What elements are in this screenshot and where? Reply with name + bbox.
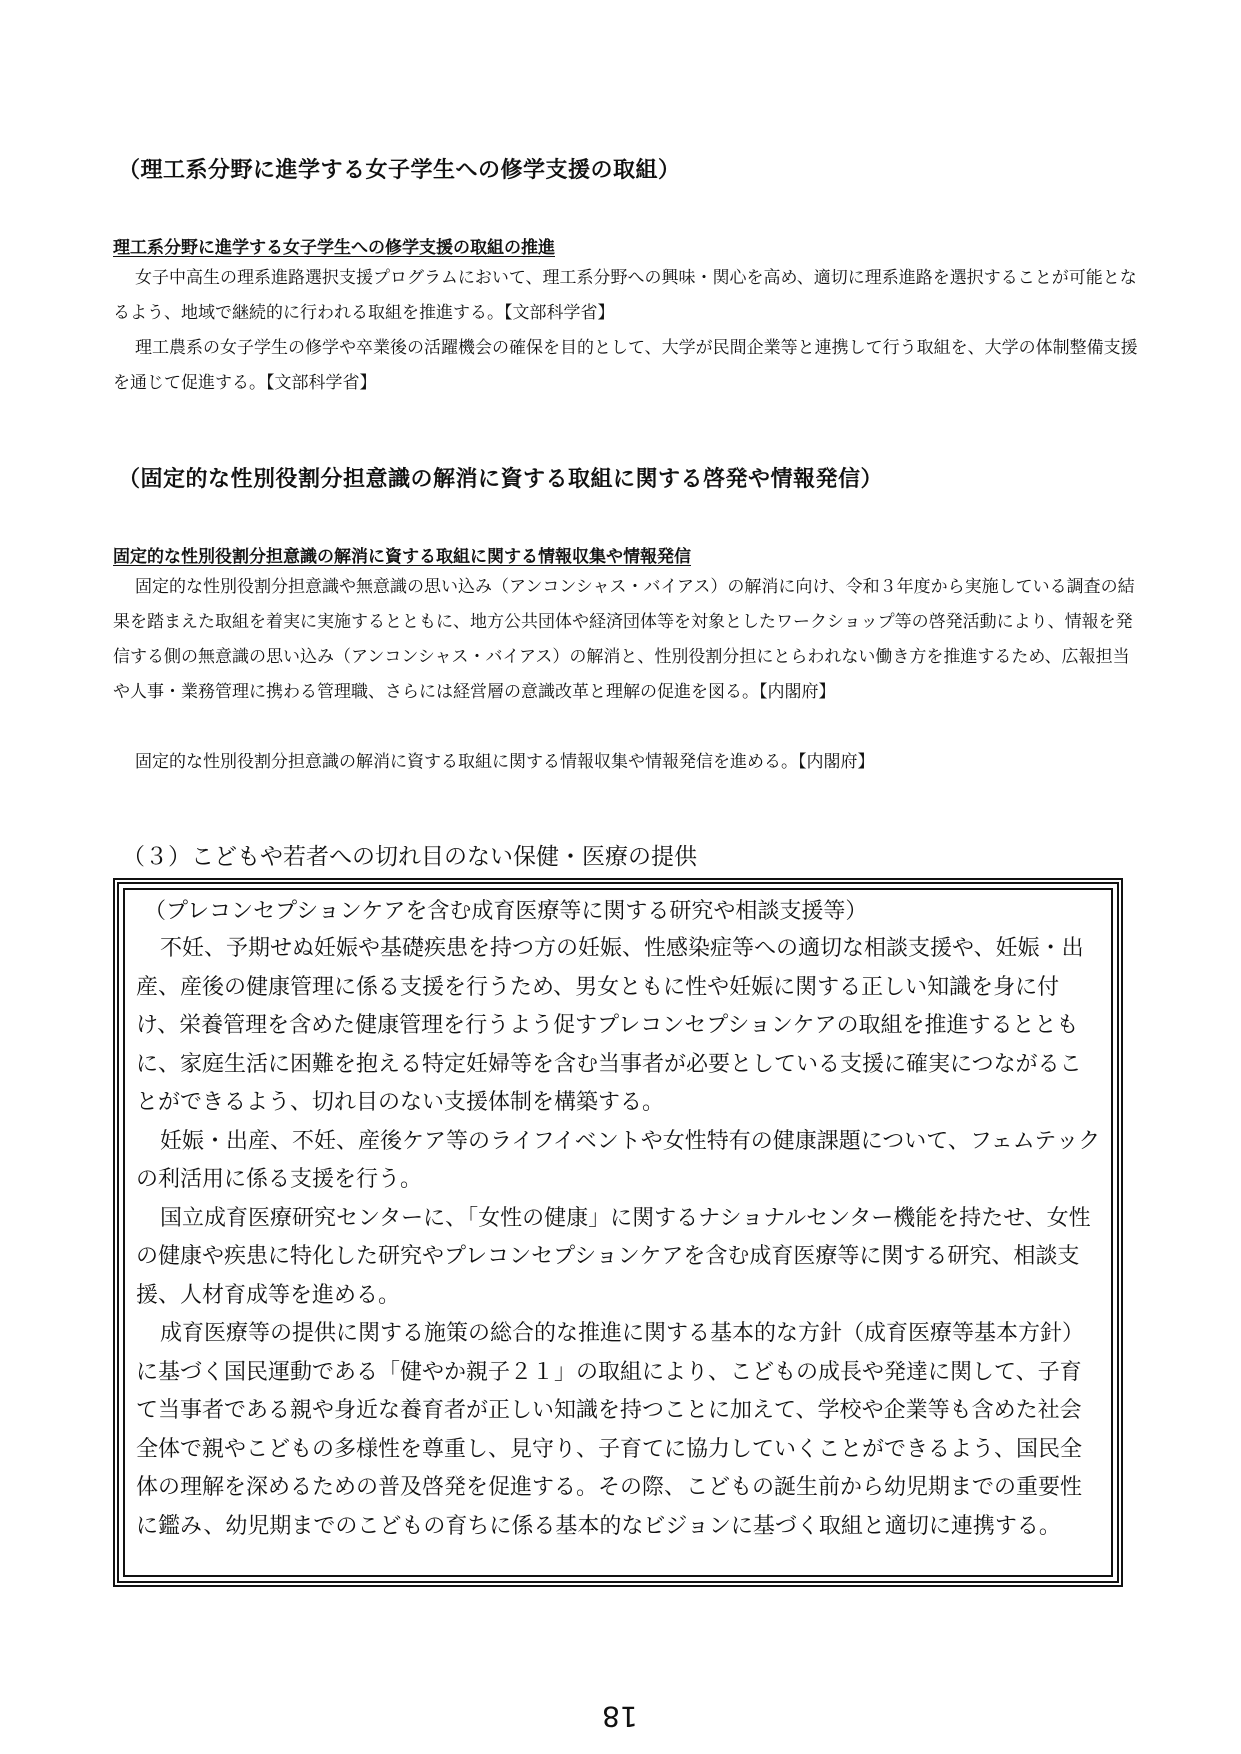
paragraph-stem-career-program: 女子中高生の理系進路選択支援プログラムにおいて、理工系分野への興味・関心を高め、適切に理系進路を選択することが可能となるよう、地域で継続的に行われる取組を推進する。【文部科学省】 [113, 268, 1137, 323]
box-paragraph-national-center: 国立成育医療研究センターに、「女性の健康」に関するナショナルセンター機能を持たせ、女性の健康や疾患に特化した研究やプレコンセプションケアを含む成育医療等に関する研究、相談支援、人材育成等を進める。 [136, 1205, 1091, 1308]
paragraph-stem-university-support: 理工農系の女子学生の修学や卒業後の活躍機会の確保を目的として、大学が民間企業等と連携して行う取組を、大学の体制整備支援を通じて促進する。【文部科学省】 [113, 338, 1138, 393]
box-title: （プレコンセプションケアを含む成育医療等に関する研究や相談支援等） [144, 899, 868, 924]
highlight-box-content [136, 893, 1102, 1546]
paragraph-information-collection: 固定的な性別役割分担意識の解消に資する取組に関する情報収集や情報発信を進める。【内閣府】 [135, 752, 875, 772]
section-heading-stem-support: （理工系分野に進学する女子学生への修学支援の取組） [118, 158, 681, 183]
subheading-stem-support-promotion: 理工系分野に進学する女子学生への修学支援の取組の推進 [113, 238, 555, 258]
section-heading-gender-roles: （固定的な性別役割分担意識の解消に資する取組に関する啓発や情報発信） [118, 467, 884, 492]
box-paragraph-healthy-parents-children: 成育医療等の提供に関する施策の総合的な推進に関する基本的な方針（成育医療等基本方針）に基づく国民運動である「健やか親子２１」の取組により、こどもの成長や発達に関して、子育て当事者である親や身近な養育者が正しい知識を持つことに加えて、学校や企業等も含めた社会全体で親やこどもの多様性を尊重し、見守り、子育てに協力していくことができるよう、国民全体の理解を深めるための普及啓発を促進する。その際、こどもの誕生前から幼児期までの重要性に鑑み、幼児期までのこどもの育ちに係る基本的なビジョンに基づく取組と適切に連携する。 [136, 1321, 1085, 1539]
box-paragraph-femtech: 妊娠・出産、不妊、産後ケア等のライフイベントや女性特有の健康課題について、フェムテックの利活用に係る支援を行う。 [136, 1128, 1101, 1192]
box-paragraph-preconception-care: 不妊、予期せぬ妊娠や基礎疾患を持つ方の妊娠、性感染症等への適切な相談支援や、妊娠・出産、産後の健康管理に係る支援を行うため、男女ともに性や妊娠に関する正しい知識を身に付け、栄養管理を含めた健康管理を行うよう促すプレコンセプションケアの取組を推進するとともに、家庭生活に困難を抱える特定妊婦等を含む当事者が必要としている支援に確実につながることができるよう、切れ目のない支援体制を構築する。 [136, 936, 1084, 1115]
highlight-box [113, 878, 1123, 1587]
numbered-heading-health-care: （３）こどもや若者への切れ目のない保健・医療の提供 [122, 844, 697, 870]
subheading-gender-roles-information: 固定的な性別役割分担意識の解消に資する取組に関する情報収集や情報発信 [113, 547, 691, 567]
page-number: 18 [602, 1700, 638, 1733]
paragraph-unconscious-bias: 固定的な性別役割分担意識や無意識の思い込み（アンコンシャス・バイアス）の解消に向け、令和３年度から実施している調査の結果を踏まえた取組を着実に実施するとともに、地方公共団体や経済団体等を対象としたワークショップ等の啓発活動により、情報を発信する側の無意識の思い込み（アンコンシャス・バイアス）の解消と、性別役割分担にとらわれない働き方を推進するため、広報担当や人事・業務管理に携わる管理職、さらには経営層の意識改革と理解の促進を図る。【内閣府】 [113, 577, 1135, 702]
